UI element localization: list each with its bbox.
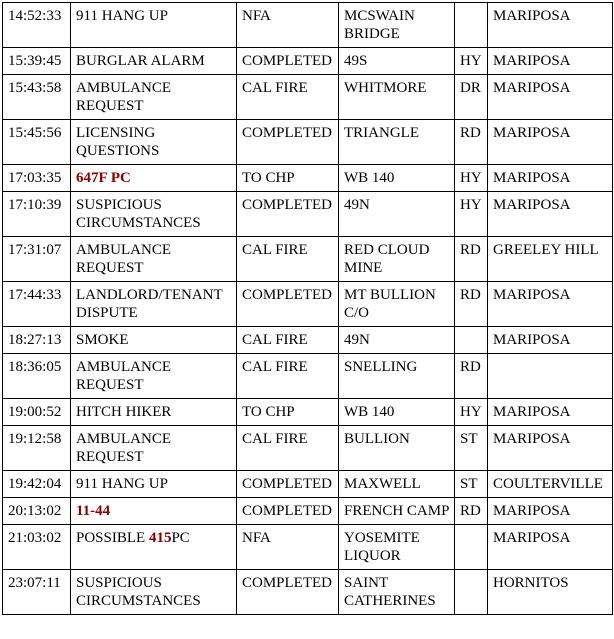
call-type-code-highlight: 11-44 — [76, 503, 111, 519]
cell-location — [339, 327, 455, 354]
call-type-line: CIRCUMSTANCES — [76, 593, 201, 609]
cell-location — [339, 165, 455, 192]
cell-disposition: COMPLETED — [237, 570, 339, 615]
cell-street-suffix: HY — [455, 192, 488, 237]
cell-call-type — [71, 48, 237, 75]
cell-location — [339, 525, 455, 570]
cell-location — [339, 237, 455, 282]
table-row — [3, 570, 613, 615]
cell-street-suffix: ST — [455, 471, 488, 498]
table-row — [3, 75, 613, 120]
cell-street-suffix: RD — [455, 498, 488, 525]
location-line: WB 140 — [344, 404, 395, 420]
cell-disposition: COMPLETED — [237, 471, 339, 498]
cell-area: MARIPOSA — [488, 399, 613, 426]
cell-area: MARIPOSA — [488, 426, 613, 471]
cell-street-suffix: RD — [455, 120, 488, 165]
location-line: 49N — [344, 197, 370, 213]
cell-time: 17:03:35 — [3, 165, 71, 192]
cell-time: 17:10:39 — [3, 192, 71, 237]
cell-disposition: CAL FIRE — [237, 75, 339, 120]
table-row — [3, 354, 613, 399]
cell-street-suffix — [455, 570, 488, 615]
cell-time: 18:36:05 — [3, 354, 71, 399]
cell-location — [339, 282, 455, 327]
cell-call-type — [71, 237, 237, 282]
location-line: YOSEMITE — [344, 530, 420, 546]
cell-call-type — [71, 354, 237, 399]
cell-call-type — [71, 426, 237, 471]
location-line: BRIDGE — [344, 26, 400, 42]
cell-location — [339, 498, 455, 525]
cell-location — [339, 354, 455, 399]
call-type-line: AMBULANCE — [76, 359, 172, 375]
cell-call-type — [71, 471, 237, 498]
cell-disposition: CAL FIRE — [237, 327, 339, 354]
cell-time: 23:07:11 — [3, 570, 71, 615]
cell-location — [339, 570, 455, 615]
cell-street-suffix: HY — [455, 48, 488, 75]
location-line: BULLION — [344, 431, 410, 447]
location-line: MINE — [344, 260, 383, 276]
cell-area: MARIPOSA — [488, 525, 613, 570]
location-line: WB 140 — [344, 170, 395, 186]
cell-area: MARIPOSA — [488, 192, 613, 237]
cell-call-type — [71, 165, 237, 192]
cell-disposition: CAL FIRE — [237, 354, 339, 399]
cell-disposition: COMPLETED — [237, 498, 339, 525]
table-row — [3, 120, 613, 165]
location-line: MT BULLION — [344, 287, 436, 303]
cell-street-suffix: RD — [455, 282, 488, 327]
table-row — [3, 3, 613, 48]
table-row — [3, 192, 613, 237]
cell-time: 21:03:02 — [3, 525, 71, 570]
dispatch-log-table — [2, 2, 613, 615]
cell-area: MARIPOSA — [488, 165, 613, 192]
cell-time: 15:45:56 — [3, 120, 71, 165]
cell-disposition: NFA — [237, 3, 339, 48]
cell-location — [339, 3, 455, 48]
location-line: MCSWAIN — [344, 8, 415, 24]
location-line: MAXWELL — [344, 476, 421, 492]
cell-time: 15:39:45 — [3, 48, 71, 75]
call-type-line: LICENSING — [76, 125, 156, 141]
cell-call-type — [71, 498, 237, 525]
cell-area: COULTERVILLE — [488, 471, 613, 498]
cell-location — [339, 75, 455, 120]
cell-street-suffix — [455, 3, 488, 48]
call-type-code-highlight: 415 — [148, 530, 172, 546]
cell-area: HORNITOS — [488, 570, 613, 615]
cell-street-suffix — [455, 525, 488, 570]
cell-location — [339, 471, 455, 498]
cell-location — [339, 192, 455, 237]
cell-call-type — [71, 3, 237, 48]
call-type-line: AMBULANCE — [76, 242, 172, 258]
cell-street-suffix: HY — [455, 399, 488, 426]
location-line: SNELLING — [344, 359, 418, 375]
cell-time: 17:44:33 — [3, 282, 71, 327]
table-row — [3, 282, 613, 327]
dispatch-log-body — [3, 3, 613, 615]
cell-street-suffix: RD — [455, 354, 488, 399]
cell-street-suffix: ST — [455, 426, 488, 471]
location-line: C/O — [344, 305, 370, 321]
cell-call-type — [71, 399, 237, 426]
call-type-line — [76, 502, 232, 520]
call-type-line: AMBULANCE — [76, 431, 172, 447]
cell-time: 20:13:02 — [3, 498, 71, 525]
call-type-line: REQUEST — [76, 260, 144, 276]
table-row — [3, 426, 613, 471]
cell-area — [488, 354, 613, 399]
cell-street-suffix — [455, 327, 488, 354]
table-row — [3, 165, 613, 192]
cell-time: 14:52:33 — [3, 3, 71, 48]
call-type-line: REQUEST — [76, 377, 144, 393]
cell-time: 19:42:04 — [3, 471, 71, 498]
cell-call-type — [71, 75, 237, 120]
cell-disposition: CAL FIRE — [237, 237, 339, 282]
table-row — [3, 399, 613, 426]
location-line: FRENCH CAMP — [344, 503, 450, 519]
location-line: 49N — [344, 332, 370, 348]
call-type-line: DISPUTE — [76, 305, 138, 321]
cell-area: MARIPOSA — [488, 282, 613, 327]
cell-call-type — [71, 525, 237, 570]
cell-area: MARIPOSA — [488, 75, 613, 120]
cell-location — [339, 399, 455, 426]
call-type-prefix: POSSIBLE — [76, 530, 149, 546]
location-line: WHITMORE — [344, 80, 427, 96]
cell-disposition: COMPLETED — [237, 120, 339, 165]
location-line: SAINT — [344, 575, 389, 591]
call-type-line: AMBULANCE — [76, 80, 172, 96]
call-type-line: REQUEST — [76, 98, 144, 114]
table-row — [3, 327, 613, 354]
cell-area: MARIPOSA — [488, 120, 613, 165]
call-type-line: QUESTIONS — [76, 143, 160, 159]
cell-disposition: TO CHP — [237, 165, 339, 192]
table-row — [3, 471, 613, 498]
table-row — [3, 237, 613, 282]
location-line: CATHERINES — [344, 593, 436, 609]
cell-area: MARIPOSA — [488, 498, 613, 525]
cell-time: 19:00:52 — [3, 399, 71, 426]
cell-call-type — [71, 192, 237, 237]
call-type-line: BURGLAR ALARM — [76, 53, 205, 69]
cell-disposition: TO CHP — [237, 399, 339, 426]
cell-disposition: COMPLETED — [237, 282, 339, 327]
call-type-line: LANDLORD/TENANT — [76, 287, 223, 303]
call-type-line: SUSPICIOUS — [76, 197, 162, 213]
location-line: RED CLOUD — [344, 242, 430, 258]
call-type-line: CIRCUMSTANCES — [76, 215, 201, 231]
cell-street-suffix: DR — [455, 75, 488, 120]
location-line: LIQUOR — [344, 548, 401, 564]
cell-area: MARIPOSA — [488, 327, 613, 354]
cell-location — [339, 48, 455, 75]
cell-time: 17:31:07 — [3, 237, 71, 282]
call-type-line — [76, 529, 232, 547]
cell-time: 19:12:58 — [3, 426, 71, 471]
call-type-line: 911 HANG UP — [76, 476, 168, 492]
table-row — [3, 48, 613, 75]
call-type-line: SMOKE — [76, 332, 129, 348]
cell-disposition: COMPLETED — [237, 48, 339, 75]
call-type-line: REQUEST — [76, 449, 144, 465]
cell-time: 18:27:13 — [3, 327, 71, 354]
cell-area: GREELEY HILL — [488, 237, 613, 282]
cell-disposition: CAL FIRE — [237, 426, 339, 471]
cell-disposition: COMPLETED — [237, 192, 339, 237]
table-row — [3, 525, 613, 570]
location-line: TRIANGLE — [344, 125, 419, 141]
table-row — [3, 498, 613, 525]
cell-location — [339, 120, 455, 165]
cell-location — [339, 426, 455, 471]
call-type-line: HITCH HIKER — [76, 404, 172, 420]
call-type-suffix: PC — [171, 530, 190, 546]
cell-time: 15:43:58 — [3, 75, 71, 120]
cell-disposition: NFA — [237, 525, 339, 570]
cell-street-suffix: RD — [455, 237, 488, 282]
cell-street-suffix: HY — [455, 165, 488, 192]
cell-call-type — [71, 327, 237, 354]
cell-area: MARIPOSA — [488, 48, 613, 75]
cell-call-type — [71, 282, 237, 327]
cell-area: MARIPOSA — [488, 3, 613, 48]
call-type-code-highlight: 647F PC — [76, 170, 131, 186]
cell-call-type — [71, 570, 237, 615]
cell-call-type — [71, 120, 237, 165]
location-line: 49S — [344, 53, 368, 69]
call-type-line: SUSPICIOUS — [76, 575, 162, 591]
call-type-line — [76, 169, 232, 187]
call-type-line: 911 HANG UP — [76, 8, 168, 24]
